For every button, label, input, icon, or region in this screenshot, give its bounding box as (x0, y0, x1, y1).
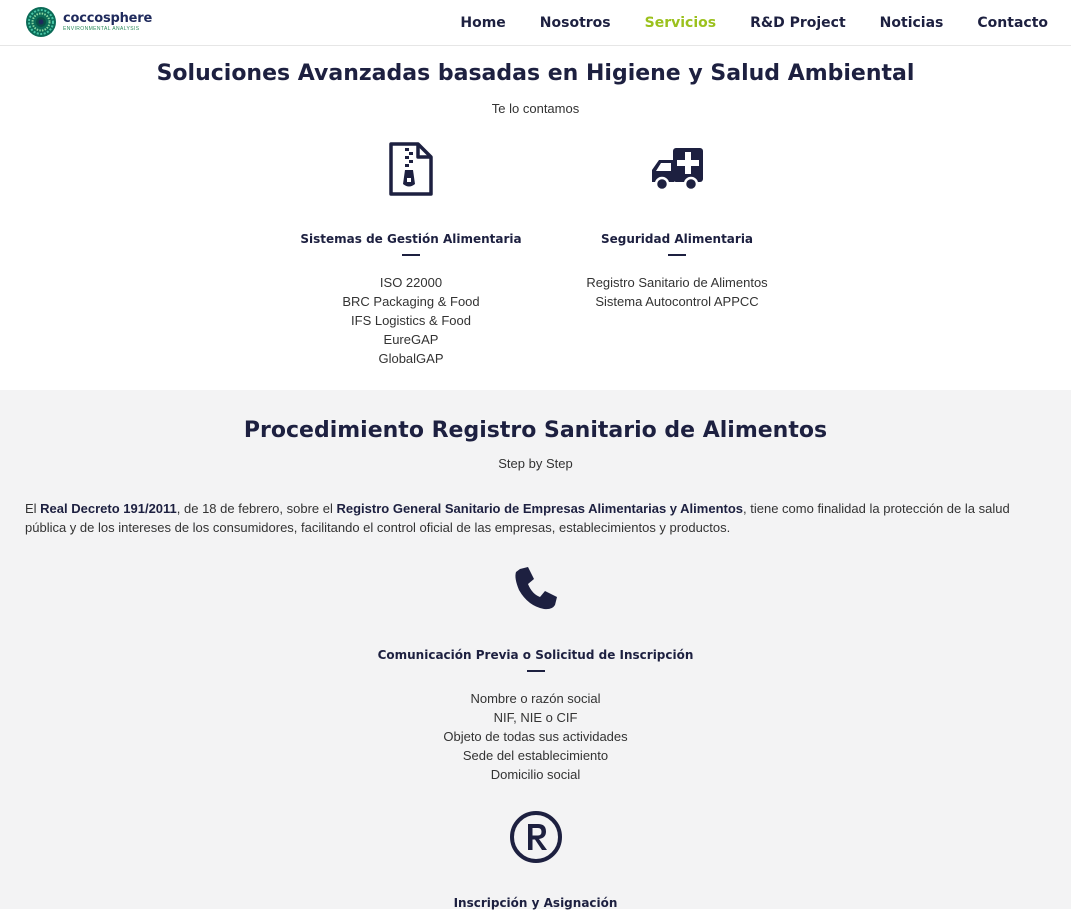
column-title: Seguridad Alimentaria (600, 232, 754, 246)
zip-file-icon (388, 142, 434, 196)
list-item: Sistema Autocontrol APPCC (595, 294, 759, 309)
logo-name: coccosphere (63, 11, 153, 26)
list-item: BRC Packaging & Food (342, 294, 480, 309)
step-list (0, 689, 1071, 784)
nav-home[interactable]: Home (460, 15, 506, 31)
column-list (567, 273, 787, 311)
paragraph-bold: Registro General Sanitario de Empresas Alimentarias y Alimentos (336, 501, 744, 516)
column-food-safety (567, 142, 787, 311)
main-nav (426, 0, 1048, 46)
list-item: Registro Sanitario de Alimentos (586, 275, 768, 290)
logo-tagline: ENVIRONMENTAL ANALYSIS (63, 26, 140, 32)
list-item: Sede del establecimiento (462, 748, 609, 763)
step-title: Comunicación Previa o Solicitud de Inscripción (377, 648, 694, 662)
list-item: Objeto de todas sus actividades (443, 729, 628, 744)
phone-icon (514, 566, 558, 610)
nav-rd-project[interactable]: R&D Project (750, 15, 846, 31)
site-header (0, 0, 1071, 46)
column-food-management (300, 142, 522, 368)
list-item: EureGAP (383, 332, 439, 347)
title-divider (668, 254, 686, 256)
logo[interactable] (25, 3, 152, 41)
coccosphere-logo-icon (25, 3, 57, 41)
nav-contacto[interactable]: Contacto (977, 15, 1048, 31)
solutions-subtitle: Te lo contamos (491, 101, 580, 116)
solutions-section (0, 47, 1071, 390)
list-item: ISO 22000 (379, 275, 443, 290)
step-title: Inscripción y Asignación (453, 896, 618, 910)
list-item: Nombre o razón social (470, 691, 601, 706)
title-divider (527, 670, 545, 672)
list-item: NIF, NIE o CIF (493, 710, 578, 725)
paragraph-bold: Real Decreto 191/2011 (40, 501, 177, 516)
paragraph-text: El (25, 501, 41, 516)
procedure-section (0, 390, 1071, 909)
procedure-subtitle: Step by Step (498, 456, 573, 471)
ambulance-icon (650, 142, 704, 196)
nav-nosotros[interactable]: Nosotros (539, 15, 611, 31)
paragraph-text: , de 18 de febrero, sobre el (176, 501, 337, 516)
list-item: GlobalGAP (378, 351, 444, 366)
intro-paragraph (25, 499, 1050, 537)
column-title: Sistemas de Gestión Alimentaria (300, 232, 522, 246)
solutions-title: Soluciones Avanzadas basadas en Higiene y Salud Ambiental (156, 61, 915, 86)
step-communication (0, 566, 1071, 784)
column-list (300, 273, 522, 368)
paragraph-text: , tiene como finalidad la protección de la salud pública y de los intereses de los consumidores, facilitando el control oficial de las empresas, establecimientos y productos. (25, 501, 1010, 535)
nav-noticias[interactable]: Noticias (879, 15, 944, 31)
procedure-title: Procedimiento Registro Sanitario de Alimentos (243, 418, 828, 443)
list-item: IFS Logistics & Food (351, 313, 471, 328)
nav-servicios[interactable]: Servicios (644, 15, 717, 31)
step-registration (0, 810, 1071, 910)
registered-icon (509, 810, 563, 864)
list-item: Domicilio social (490, 767, 581, 782)
title-divider (402, 254, 420, 256)
